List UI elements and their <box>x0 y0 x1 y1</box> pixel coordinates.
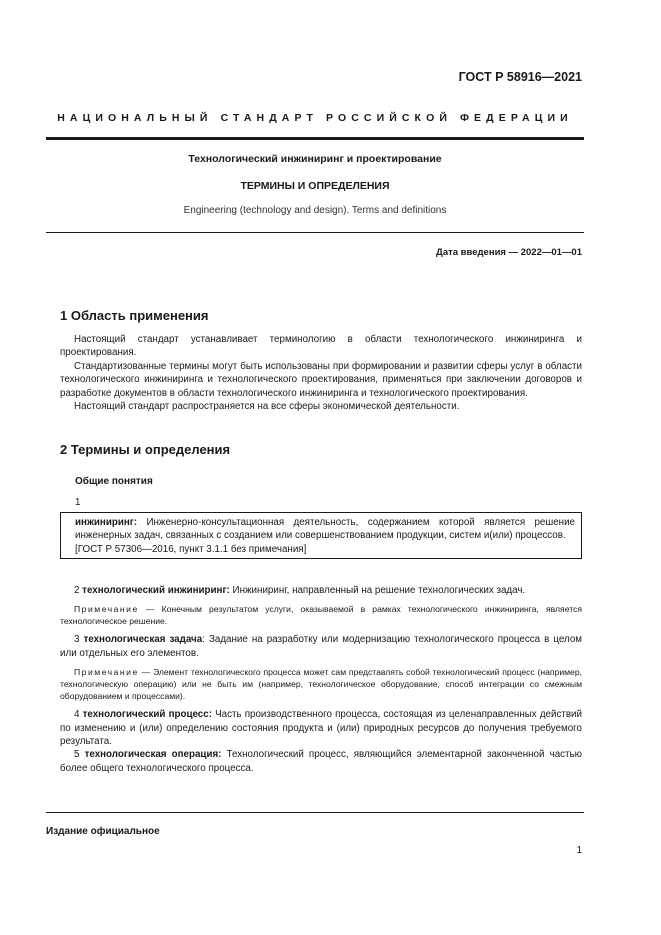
term-1-text <box>75 516 575 543</box>
general-concepts-subheading: Общие понятия <box>75 476 153 487</box>
introduction-date: Дата введения — 2022—01—01 <box>436 247 582 258</box>
official-edition-label: Издание официальное <box>46 826 160 837</box>
term-4-definition: Часть производственного процесса, состоящая из целенаправленных действий по изменению и (или) определению состояния продукта и (или) природных ресурсов до получения требуемого результата. <box>60 709 583 748</box>
term-1-source: [ГОСТ Р 57306—2016, пункт 3.1.1 без примечания] <box>75 543 307 555</box>
term-3: 3 технологическая задача: Задание на разработку или модернизацию технологического процесса в целом или отдельных его элементов. <box>60 634 583 659</box>
note-label: Примечание <box>74 667 139 678</box>
term-2-name: технологический инжиниринг: <box>82 585 230 596</box>
term-1-definition-box <box>60 512 582 559</box>
term-5-name: технологическая операция: <box>84 749 222 761</box>
term-2-definition: Инжиниринг, направленный на решение технологических задач. <box>229 585 526 596</box>
term-3-note: Примечание — Элемент технологического процесса может сам представлять собой технологический процесс (например, технологическую операцию) или не быть им (например, технологическое оборудование, способ интеграции со смежным оборудованием и процессами). <box>60 667 582 702</box>
header-divider <box>46 137 584 140</box>
section-1-heading: 1 Область применения <box>60 308 209 323</box>
document-title-english: Engineering (technology and design). Terms and definitions <box>183 205 447 216</box>
national-standard-banner: НАЦИОНАЛЬНЫЙ СТАНДАРТ РОССИЙСКОЙ ФЕДЕРАЦИИ <box>57 112 573 124</box>
title-divider <box>46 232 584 233</box>
term-3-definition: : Задание на разработку или модернизацию технологического процесса в целом или отдельных его элементов. <box>60 634 583 659</box>
term-1-number: 1 <box>75 497 81 508</box>
note-label: Примечание <box>74 604 139 615</box>
section-1-body <box>60 333 582 413</box>
section-1-paragraph-1: Настоящий стандарт устанавливает терминологию в области технологического инжиниринга и проектирования. <box>60 334 582 359</box>
footer-divider <box>46 812 584 813</box>
section-1-paragraph-3: Настоящий стандарт распространяется на все сферы экономической деятельности. <box>74 401 460 413</box>
page-number: 1 <box>576 845 582 856</box>
term-2-note: Примечание — Конечным результатом услуги, оказываемой в рамках технологического инжиниринга, является технологическое решение. <box>60 604 582 627</box>
document-subtitle: ТЕРМИНЫ И ОПРЕДЕЛЕНИЯ <box>240 180 390 192</box>
term-5: 5 технологическая операция: Технологический процесс, являющийся элементарной законченной частью более общего технологического процесса. <box>60 749 582 774</box>
terms-list <box>60 584 582 775</box>
section-2-heading: 2 Термины и определения <box>60 442 231 457</box>
term-4-name: технологический процесс: <box>82 709 212 721</box>
term-4: 4 технологический процесс: Часть производственного процесса, состоящая из целенаправленных действий по изменению и (или) определению состояния продукта и (или) природных ресурсов до получения требуемого результата. <box>60 709 583 748</box>
standard-number: ГОСТ Р 58916—2021 <box>458 70 582 84</box>
section-1-paragraph-2: Стандартизованные термины могут быть использованы при формировании и развитии сферы услуг в области технологического инжиниринга и технологического проектирования, применяться при заключении договоров и разработке документов в области технологического инжиниринга и технологического проектирования. <box>60 360 582 399</box>
document-title: Технологический инжиниринг и проектирование <box>188 153 442 165</box>
term-3-name: технологическая задача <box>83 634 203 646</box>
term-2: 2 технологический инжиниринг: Инжиниринг, направленный на решение технологических задач. <box>74 585 526 596</box>
term-5-definition: Технологический процесс, являющийся элементарной законченной частью более общего технологического процесса. <box>60 749 582 774</box>
term-1-name: инжиниринг: <box>75 517 138 528</box>
term-1-definition: Инженерно-консультационная деятельность, содержанием которой является решение инженерных задач, связанных с созданием или совершенствованием продукции, систем и(или) процессов. <box>75 517 575 542</box>
